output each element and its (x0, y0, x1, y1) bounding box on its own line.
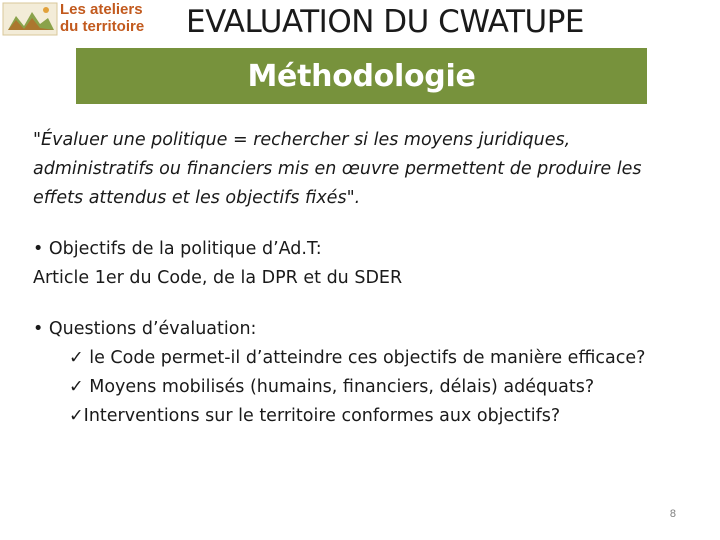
logo-line-1: Les ateliers (60, 1, 143, 18)
objectives-detail: Article 1er du Code, de la DPR et du SDER (33, 268, 403, 288)
question-item-3: ✓Interventions sur le territoire conformes aux objectifs? (69, 406, 561, 426)
question-item-2: ✓ Moyens mobilisés (humains, financiers, délais) adéquats? (69, 377, 595, 397)
slide-title: EVALUATION DU CWATUPE (186, 4, 584, 40)
definition-quote: "Évaluer une politique = rechercher si les moyens juridiques, administratifs ou financiers mis en œuvre permettent de produire les effets attendus et les objectifs fixés". (33, 130, 642, 208)
question-item-1: ✓ le Code permet-il d’atteindre ces objectifs de manière efficace? (69, 348, 646, 368)
slide-body (33, 126, 693, 453)
logo-icon (2, 2, 58, 36)
logo-line-2: du territoire (60, 18, 145, 35)
questions-block (33, 315, 693, 431)
logo-text (60, 1, 144, 35)
page-number: 8 (669, 508, 676, 520)
logo (0, 0, 152, 38)
objectives-block (33, 235, 693, 293)
objectives-heading: • Objectifs de la politique d’Ad.T: (33, 239, 322, 259)
section-banner (76, 48, 647, 104)
questions-heading: • Questions d’évaluation: (33, 319, 257, 339)
banner-label: Méthodologie (247, 58, 476, 94)
